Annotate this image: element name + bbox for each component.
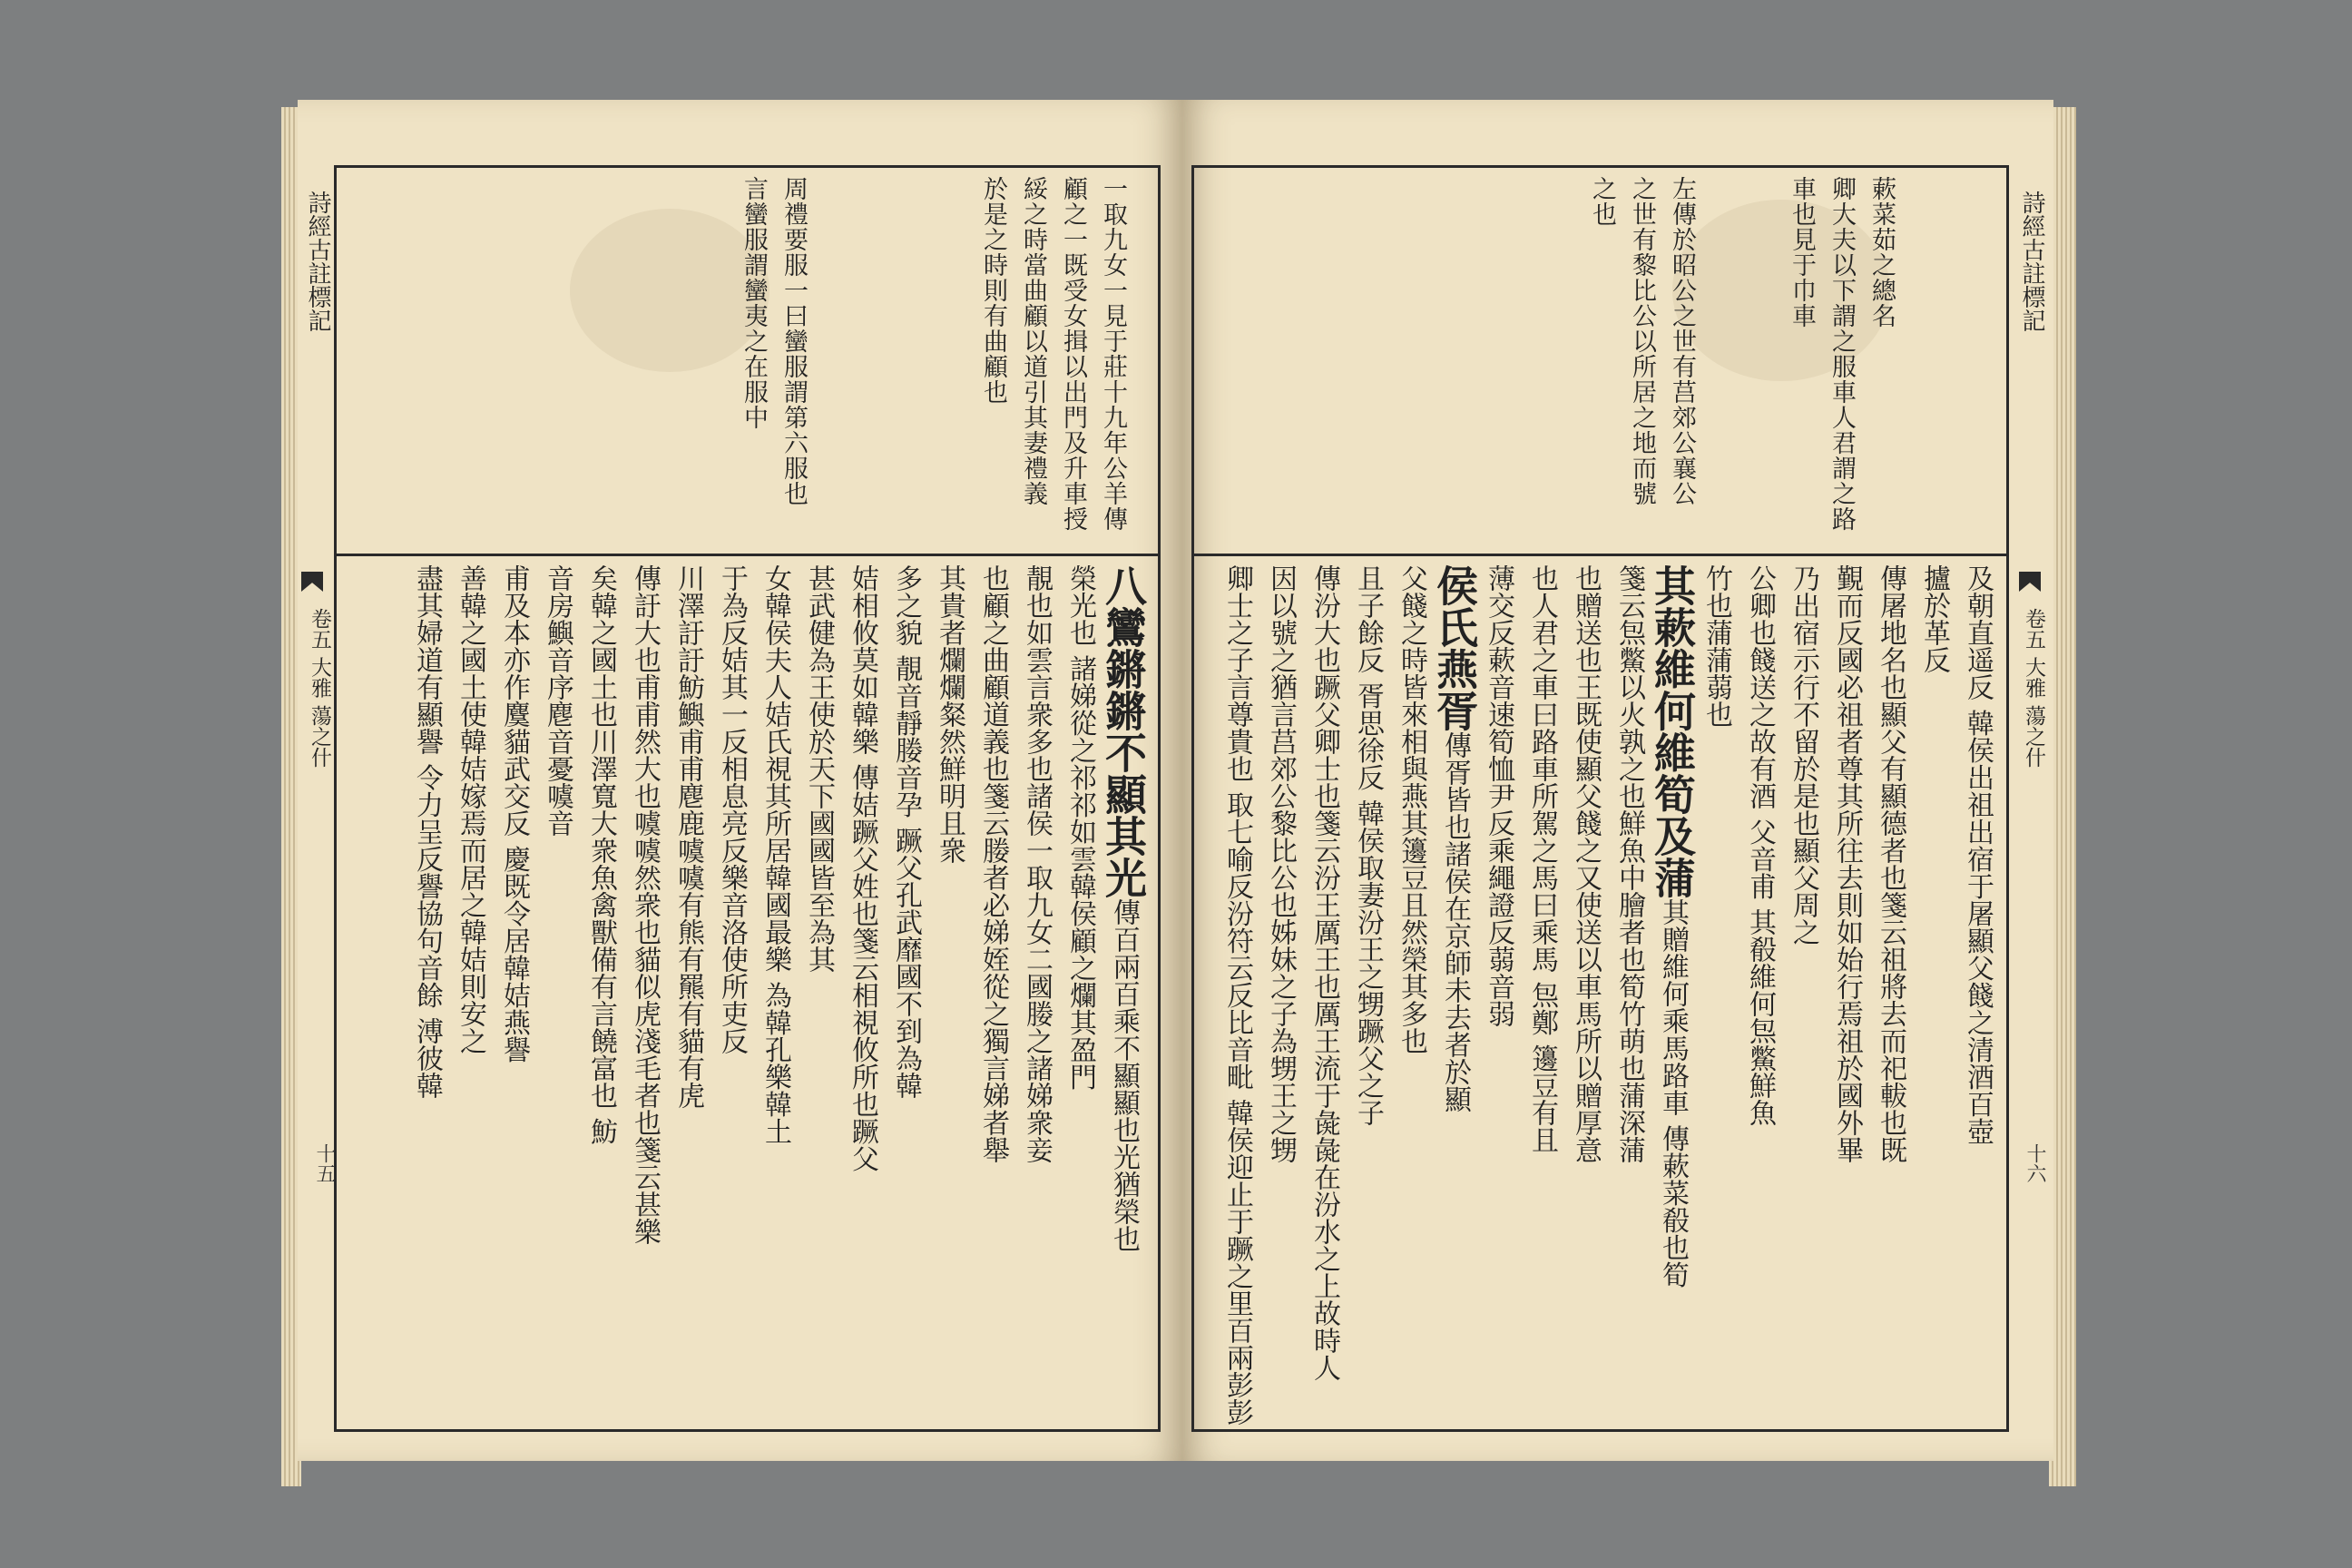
right-upper-col: 車也見于巾車 <box>1788 176 1816 328</box>
commentary: 榮光也 諸娣從之祁祁如雲韓侯顧之爛其盈門 <box>1064 564 1096 1091</box>
right-upper-commentary <box>1210 176 1981 546</box>
left-main-col <box>1058 564 1102 1413</box>
right-main-col <box>1694 564 1738 1413</box>
commentary: 因以號之猶言莒郊公黎比公也姊妹之子為甥王之甥 <box>1265 564 1297 1163</box>
commentary: 攎於革反 <box>1918 564 1950 673</box>
left-main-col <box>622 564 666 1413</box>
commentary: 也贈送也王既使顯父餞之又使送以車馬所以贈厚意 <box>1570 564 1602 1163</box>
left-upper-commentary <box>352 176 1132 546</box>
commentary: 也人君之車曰路車所駕之馬曰乘馬 炰鄭 籩豆有且 <box>1526 564 1558 1154</box>
commentary: 善韓之國土使韓姞嫁焉而居之韓姞則安之 <box>455 564 486 1054</box>
left-spine-lower: 卷五 大雅 蕩之什 <box>308 608 331 768</box>
commentary: 傳汾大也蹶父卿士也箋云汾王厲王也厲王流于彘彘在汾水之上故時人 <box>1308 564 1340 1381</box>
right-spine-lower: 卷五 大雅 蕩之什 <box>2022 608 2045 768</box>
commentary: 乃出宿示行不留於是也顯父周之 <box>1788 564 1819 946</box>
left-main-col <box>666 564 710 1413</box>
right-upper-col: 左傳於昭公之世有莒郊公襄公 <box>1668 176 1696 506</box>
commentary: 女韓侯夫人姞氏視其所居韓國最樂 為韓孔樂韓土 <box>760 564 791 1145</box>
commentary: 傳屠地名也顯父有顯德者也箋云祖將去而祀軷也既 <box>1875 564 1906 1163</box>
left-main-col <box>492 564 535 1413</box>
right-main-col <box>1476 564 1520 1413</box>
left-main-col <box>1099 564 1148 1413</box>
left-fishtail-mark <box>301 572 323 592</box>
right-main-col <box>1346 564 1389 1413</box>
left-main-col <box>840 564 884 1413</box>
right-upper-col: 卿大夫以下謂之服車人君謂之路 <box>1828 176 1856 532</box>
right-page-number: 十六 <box>2024 1143 2046 1183</box>
left-main-col <box>753 564 797 1413</box>
right-upper-col: 之也 <box>1588 176 1616 227</box>
right-main-col <box>1912 564 1955 1413</box>
right-tier-divider <box>1191 554 2006 556</box>
left-upper-col: 顧之一既受女揖以出門及升車授 <box>1059 176 1087 532</box>
right-upper-col <box>1741 176 1781 539</box>
commentary: 傳胥皆也諸侯在京師未去者於顯 <box>1439 731 1471 1112</box>
left-upper-col: 周禮要服一曰蠻服謂第六服也 <box>779 176 808 506</box>
commentary: 多之貌 靚音靜媵音孕 蹶父孔武靡國不到為韓 <box>890 564 922 1100</box>
right-upper-col <box>1941 176 1981 539</box>
commentary: 甚武健為王使於天下國國皆至為其 <box>803 564 835 973</box>
right-spine-title: 詩經古註標記 <box>2018 191 2045 332</box>
right-main-text <box>1200 564 1999 1426</box>
left-upper-col: 於是之時則有曲顧也 <box>979 176 1007 405</box>
right-main-col <box>1738 564 1781 1413</box>
poem-line: 八鸞鏘鏘不顯其光 <box>1099 564 1148 898</box>
right-main-col <box>1259 564 1302 1413</box>
commentary: 其贈維何乘馬路車 傳蔌菜殽也筍 <box>1657 898 1689 1289</box>
right-main-col <box>1955 564 1999 1413</box>
commentary: 箋云炰鱉以火孰之也鮮魚中膾者也筍竹萌也蒲深蒲 <box>1613 564 1645 1163</box>
left-main-col <box>884 564 927 1413</box>
left-main-col <box>535 564 579 1413</box>
commentary: 父餞之時皆來相與燕其籩豆且然榮其多也 <box>1396 564 1427 1054</box>
commentary: 薄交反蔌音速筍恤尹反乘繩證反蒻音弱 <box>1483 564 1514 1027</box>
left-main-col <box>448 564 492 1413</box>
left-upper-col <box>893 176 933 539</box>
left-upper-col: 綏之時當曲顧以道引其妻禮義 <box>1019 176 1047 506</box>
right-main-col <box>1868 564 1912 1413</box>
right-main-col <box>1430 564 1479 1413</box>
poem-line: 其蔌維何維筍及蒲 <box>1648 564 1697 898</box>
left-main-col <box>579 564 622 1413</box>
left-upper-col: 言蠻服謂蠻夷之在服中 <box>740 176 768 430</box>
commentary: 其貴者爛爛粲然鮮明且衆 <box>934 564 965 864</box>
commentary: 公卿也餞送之故有酒 父音甫 其殽維何炰鱉鮮魚 <box>1744 564 1776 1127</box>
commentary: 且子餘反 胥思徐反 韓侯取妻汾王之甥蹶父之子 <box>1352 564 1384 1127</box>
commentary: 傳百兩百乘不顯顯也光猶榮也 <box>1108 898 1140 1252</box>
left-main-col <box>710 564 753 1413</box>
poem-line: 侯氏燕胥 <box>1430 564 1479 731</box>
left-main-col <box>971 564 1014 1413</box>
commentary: 也顧之曲顧道義也箋云媵者必娣姪從之獨言娣者舉 <box>977 564 1009 1163</box>
right-main-col <box>1648 564 1697 1413</box>
commentary: 竹也蒲蒲蒻也 <box>1700 564 1732 728</box>
right-main-col <box>1302 564 1346 1413</box>
left-tier-divider <box>334 554 1158 556</box>
commentary: 傳訏大也甫甫然大也噳噳然衆也貓似虎淺毛者也箋云甚樂 <box>629 564 661 1245</box>
commentary: 甫及本亦作麌貓武交反 慶既令居韓姞燕譽 <box>498 564 530 1063</box>
left-upper-col <box>853 176 893 539</box>
right-fishtail-mark <box>2019 572 2041 592</box>
right-main-col <box>1215 564 1259 1426</box>
open-book <box>289 100 2082 1488</box>
right-page <box>1182 100 2053 1461</box>
left-upper-col: 一取九女一見于莊十九年公羊傳 <box>1099 176 1127 532</box>
left-main-text <box>347 564 1148 1417</box>
commentary: 覲而反國必祖者尊其所往去則如始行焉祖於國外畢 <box>1831 564 1863 1163</box>
right-main-col <box>1563 564 1607 1413</box>
commentary: 姞相攸莫如韓樂 傳姞蹶父姓也箋云相視攸所也蹶父 <box>847 564 878 1172</box>
commentary: 卿士之子言尊貴也 取七喻反汾符云反比音毗 韓侯迎止于蹶之里百兩彭彭 <box>1221 564 1253 1426</box>
right-main-col <box>1825 564 1868 1413</box>
left-upper-col <box>813 176 853 539</box>
right-upper-col <box>1901 176 1941 539</box>
right-main-col <box>1389 564 1433 1413</box>
commentary: 音房鱮音序麀音憂噳音 <box>542 564 573 837</box>
commentary: 川澤訏訏魴鱮甫甫麀鹿噳噳有熊有羆有貓有虎 <box>672 564 704 1109</box>
left-spine-title: 詩經古註標記 <box>304 191 331 332</box>
commentary: 靚也如雲言衆多也諸侯一取九女二國媵之諸娣衆妾 <box>1021 564 1053 1163</box>
commentary: 于為反姞其一反相息亮反樂音洛使所吏反 <box>716 564 748 1054</box>
commentary: 矣韓之國土也川澤寬大衆魚禽獸備有言饒富也 魴 <box>585 564 617 1145</box>
commentary: 盡其婦道有顯譽 令力呈反譽協句音餘 溥彼韓 <box>411 564 443 1100</box>
right-main-col <box>1520 564 1563 1413</box>
left-main-col <box>927 564 971 1413</box>
right-upper-col <box>1701 176 1741 539</box>
left-page-number: 十五 <box>313 1143 336 1183</box>
left-page <box>298 100 1182 1461</box>
left-main-col <box>797 564 840 1413</box>
right-main-col <box>1781 564 1825 1413</box>
right-main-col <box>1607 564 1651 1413</box>
commentary: 及朝直遥反 韓侯出祖出宿于屠顯父餞之清酒百壺 <box>1962 564 1994 1145</box>
left-main-col <box>405 564 448 1413</box>
right-upper-col: 之世有黎比公以所居之地而號 <box>1628 176 1656 506</box>
left-main-col <box>1014 564 1058 1413</box>
right-upper-col: 蔌菜茹之總名 <box>1867 176 1896 328</box>
left-upper-col <box>933 176 973 539</box>
